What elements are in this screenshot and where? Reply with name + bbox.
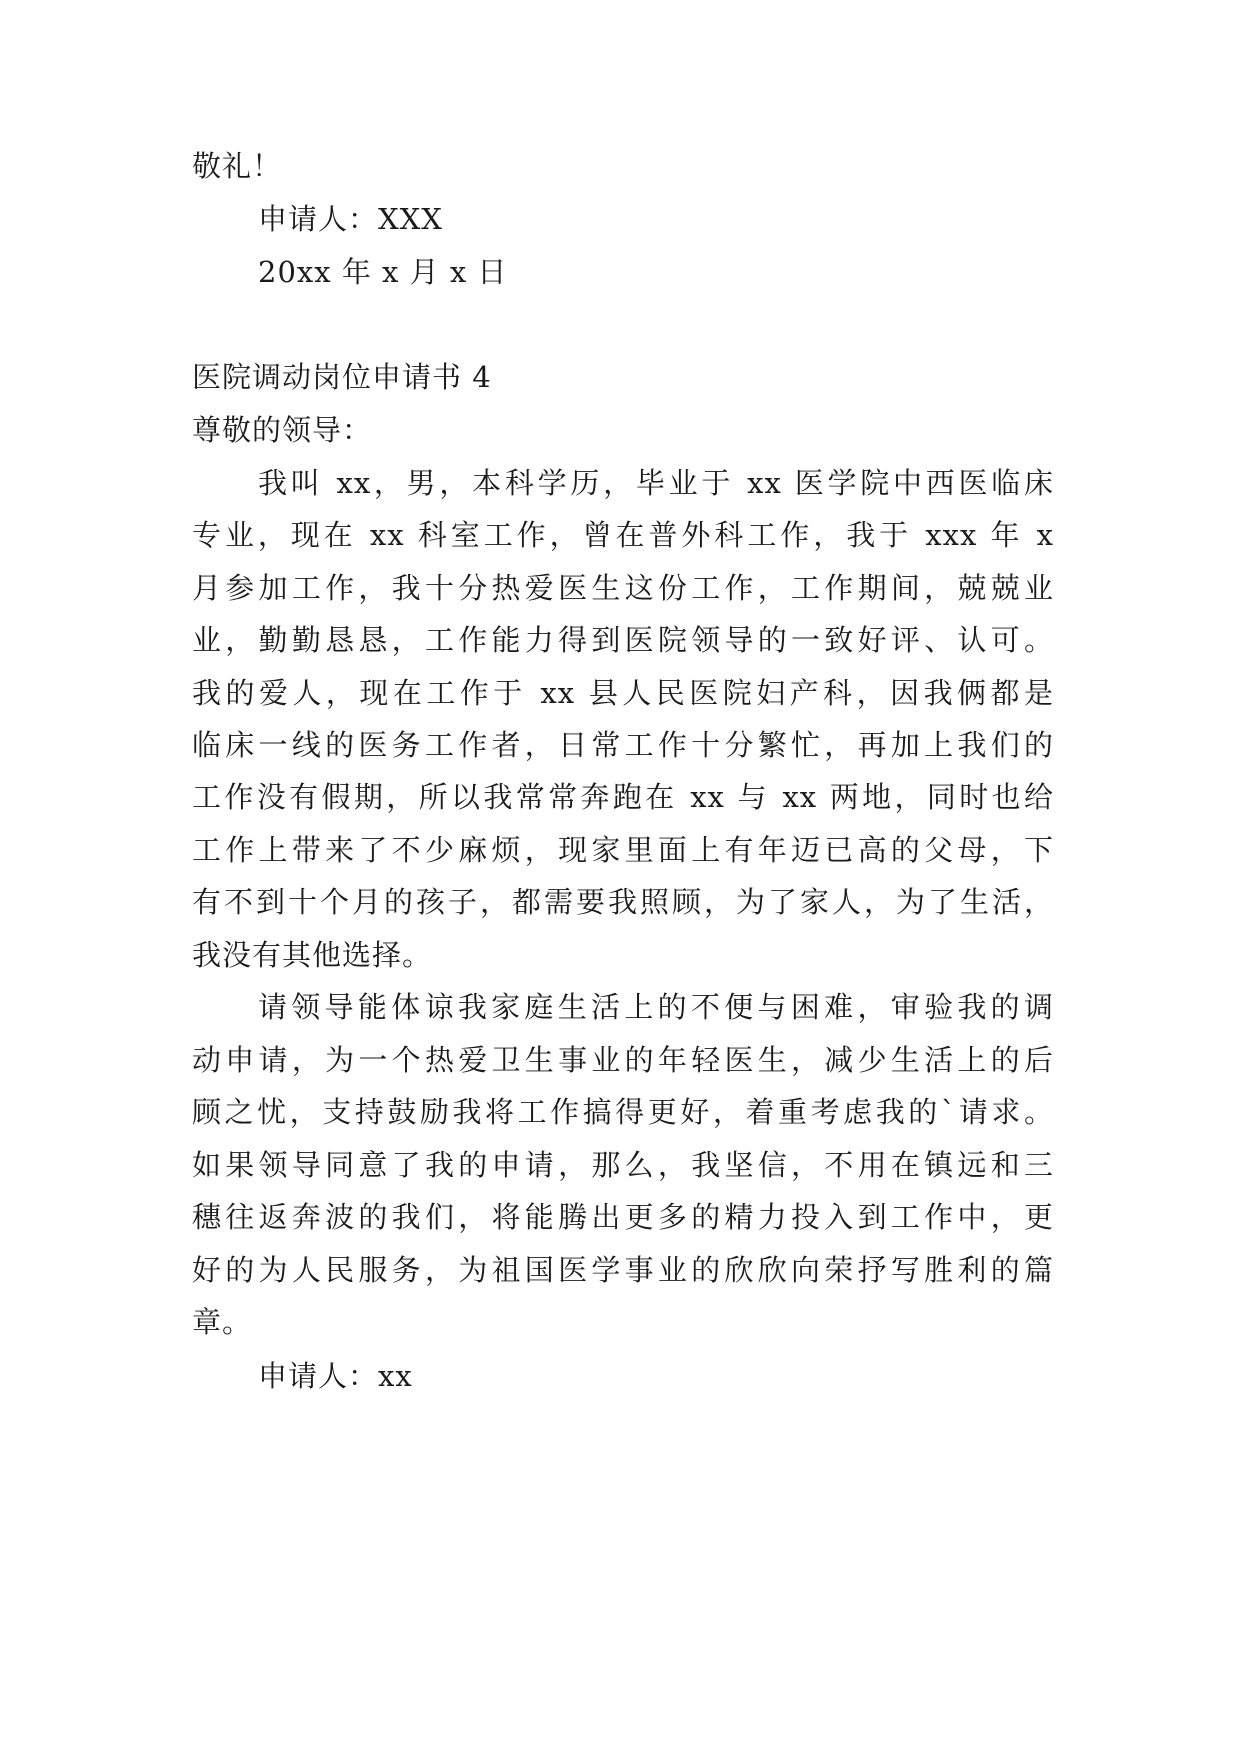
paragraph2-line: 章。 [192, 1305, 253, 1339]
greeting: 尊敬的领导： [192, 413, 373, 447]
paragraph2-line: 顾之忧，支持鼓励我将工作搞得更好，着重考虑我的`请求。 [192, 1095, 1054, 1129]
paragraph1-line: 工作没有假期，所以我常常奔跑在 xx 与 xx 两地，同时也给 [192, 780, 1054, 814]
paragraph2-line: 请领导能体谅我家庭生活上的不便与困难，审验我的调 [258, 990, 1054, 1024]
paragraph1-line: 我没有其他选择。 [192, 938, 433, 972]
closing-date: 20xx 年 x 月 x 日 [258, 255, 508, 289]
section-title: 医院调动岗位申请书 4 [192, 360, 492, 394]
paragraph1-line: 专业，现在 xx 科室工作，曾在普外科工作，我于 xxx 年 x [192, 518, 1054, 552]
paragraph2-line: 动申请，为一个热爱卫生事业的年轻医生，减少生活上的后 [192, 1043, 1054, 1077]
paragraph2-line: 好的为人民服务，为祖国医学事业的欣欣向荣抒写胜利的篇 [192, 1253, 1054, 1287]
paragraph2-line: 穗往返奔波的我们，将能腾出更多的精力投入到工作中，更 [192, 1200, 1054, 1234]
paragraph1-line: 月参加工作，我十分热爱医生这份工作，工作期间，兢兢业 [192, 571, 1054, 605]
closing-salute: 敬礼！ [192, 149, 283, 183]
applicant-signature: 申请人：xx [258, 1359, 413, 1393]
paragraph1-line: 有不到十个月的孩子，都需要我照顾，为了家人，为了生活， [192, 885, 1054, 919]
paragraph1-line: 临床一线的医务工作者，日常工作十分繁忙，再加上我们的 [192, 728, 1054, 762]
paragraph1-line: 我的爱人，现在工作于 xx 县人民医院妇产科，因我俩都是 [192, 676, 1054, 710]
closing-applicant: 申请人：XXX [258, 202, 443, 236]
paragraph1-line: 我叫 xx，男，本科学历，毕业于 xx 医学院中西医临床 [258, 466, 1054, 500]
paragraph2-line: 如果领导同意了我的申请，那么，我坚信，不用在镇远和三 [192, 1148, 1054, 1182]
paragraph1-line: 业，勤勤恳恳，工作能力得到医院领导的一致好评、认可。 [192, 623, 1054, 657]
paragraph1-line: 工作上带来了不少麻烦，现家里面上有年迈已高的父母，下 [192, 833, 1054, 867]
